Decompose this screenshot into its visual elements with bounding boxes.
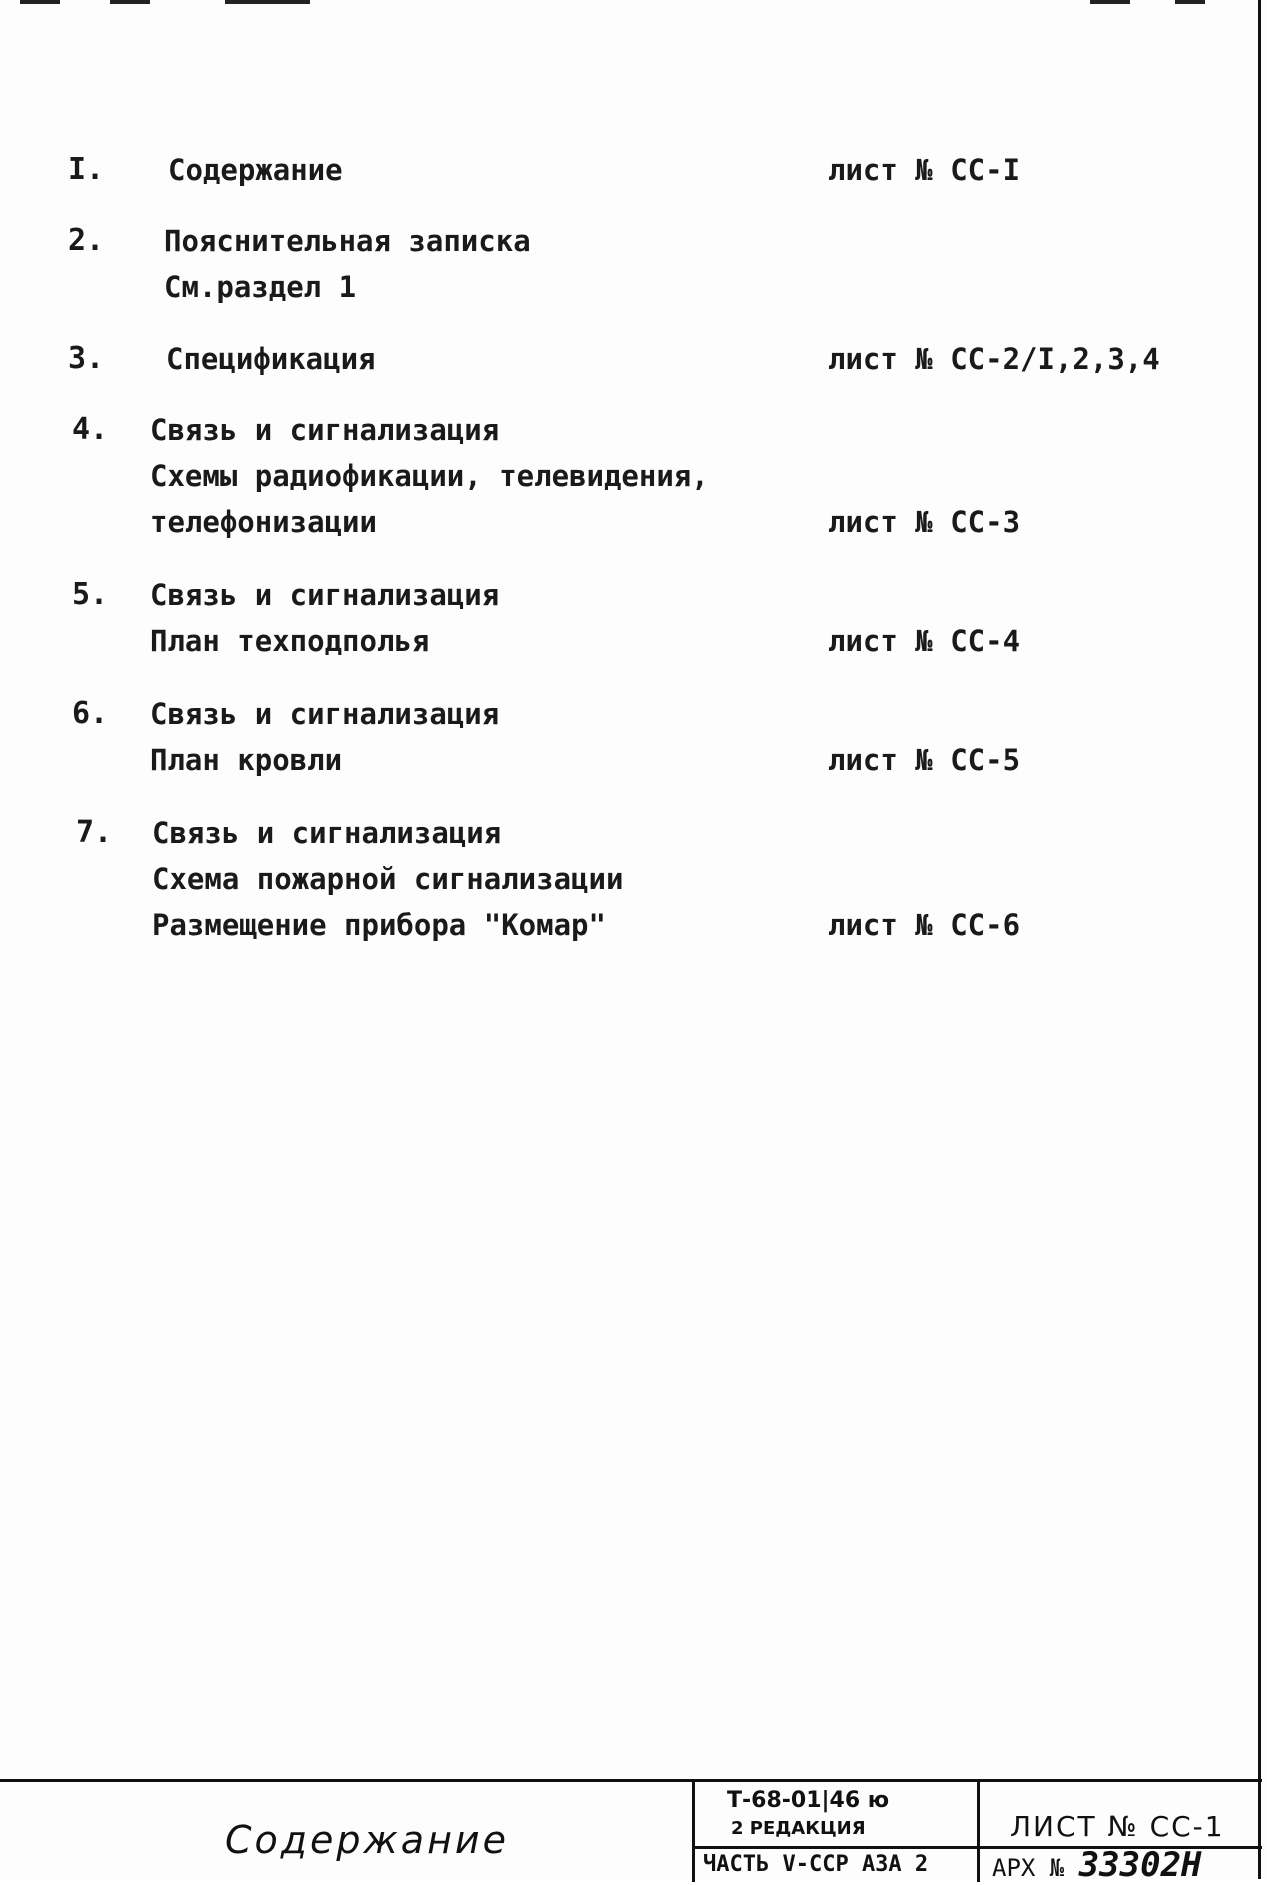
toc-entry-title: Связь и сигнализация [152,816,502,850]
toc-entry-sheet: лист № СС-5 [828,743,1021,777]
title-block-sheet-number: ЛИСТ № СС-1 [1010,1810,1225,1843]
title-block-code: Т-68-01|46 ю [727,1788,890,1813]
toc-entry-number: 7. [76,815,113,850]
title-block-code-cell [695,1782,980,1882]
toc-entry-number: I. [68,152,105,187]
toc-entry-title: Схема пожарной сигнализации [152,862,624,896]
toc-entry-title: Схемы радиофикации, телевидения, [150,459,709,493]
title-block-sheet-cell [980,1782,1262,1885]
toc-entry-title: План кровли [150,743,343,777]
toc-entry-sheet: лист № СС-6 [828,908,1021,942]
toc-entry-sheet: лист № СС-I [828,153,1021,187]
toc-entry-number: 4. [72,412,109,447]
toc-entry-title: Спецификация [166,342,376,376]
toc-entry-title: Размещение прибора "Комар" [152,908,606,942]
title-block-name-cell [0,1782,695,1882]
toc-entry-number: 5. [72,577,109,612]
toc-entry-number: 2. [68,223,105,258]
title-block-edition: 2 РЕДАКЦИЯ [731,1818,866,1839]
toc-entry-number: 6. [72,696,109,731]
title-block-part: ЧАСТЬ V-ССР А3А 2 [695,1846,980,1882]
toc-entry-sheet: лист № СС-4 [828,624,1021,658]
drawing-title-block [0,1779,1262,1885]
toc-entry-title: Связь и сигнализация [150,578,500,612]
toc-entry-number: 3. [68,341,105,376]
toc-entry-title: телефонизации [150,505,377,539]
title-block-title: Содержание [225,1818,509,1862]
toc-entry-title: План техподполья [150,624,430,658]
toc-entry-title: См.раздел 1 [164,270,357,304]
title-block-archive [980,1845,1262,1885]
toc-entry-title: Связь и сигнализация [150,697,500,731]
toc-entry-sheet: лист № СС-3 [828,505,1021,539]
toc-entry-title: Содержание [168,153,343,187]
toc-entry-title: Связь и сигнализация [150,413,500,447]
archive-number: 33302Н [1078,1845,1202,1885]
archive-label: АРХ № [992,1854,1065,1882]
toc-entry-title: Пояснительная записка [164,224,531,258]
toc-entry-sheet: лист № СС-2/I,2,3,4 [828,342,1160,376]
